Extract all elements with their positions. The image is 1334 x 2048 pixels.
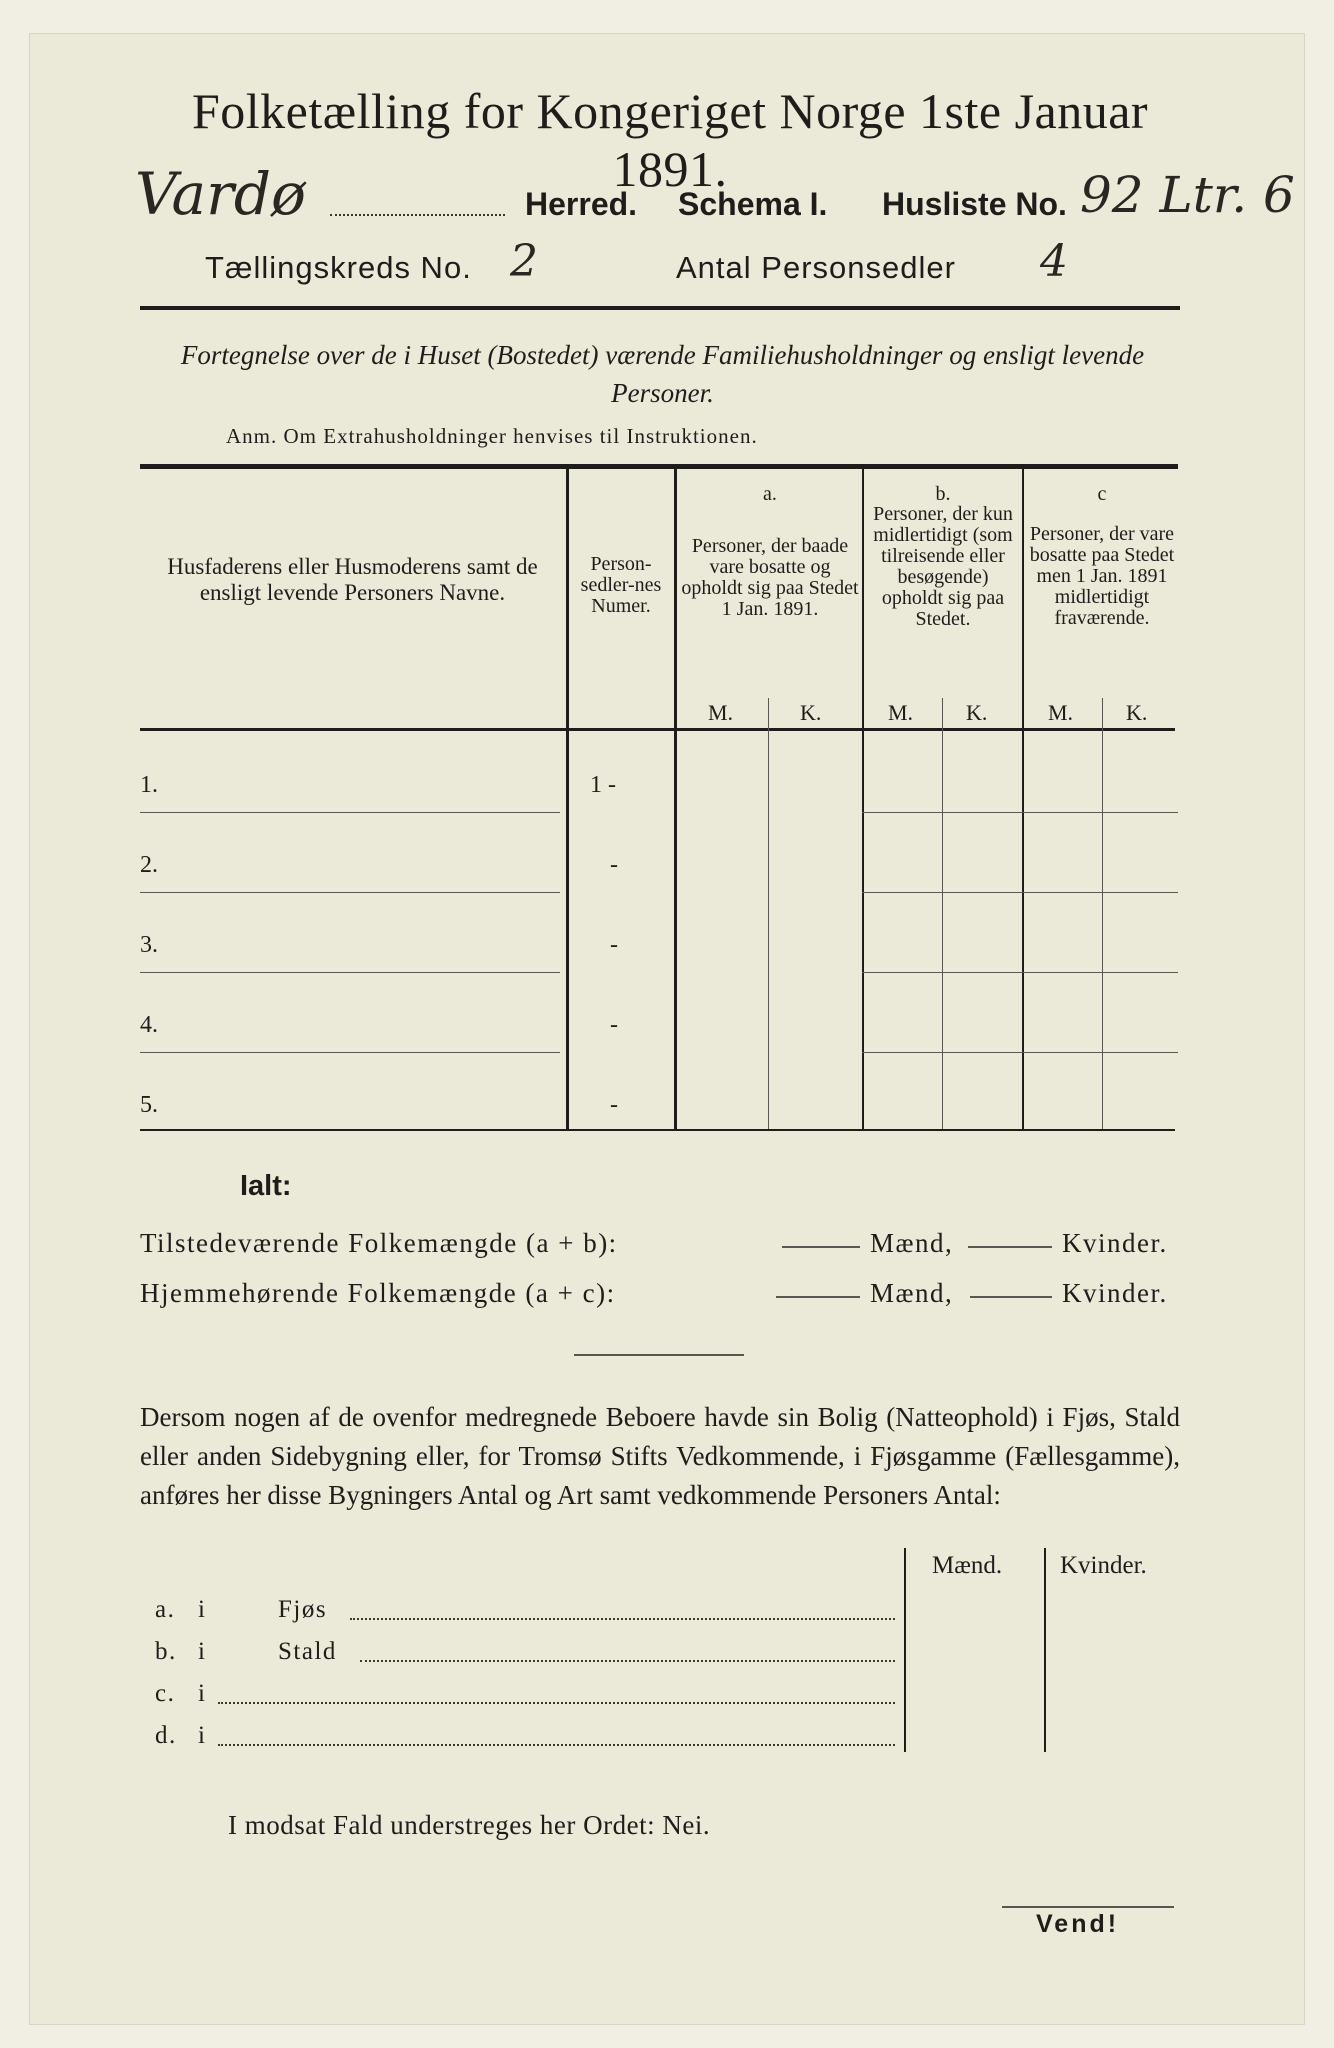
building-row-dots [350, 1618, 895, 1620]
hjemme-maend-blank [776, 1296, 860, 1298]
modsat-text: I modsat Fald understreges her Ordet: Nei. [228, 1810, 711, 1840]
vend-rule [1002, 1906, 1174, 1908]
antal-label: Antal Personsedler [676, 250, 956, 285]
col-header-c: Personer, der vare bosatte paa Stedet men 1 Jan. 1891 midlertidigt fraværende. [1029, 523, 1175, 629]
table-divider [674, 469, 677, 1129]
building-maend-header: Mænd. [932, 1552, 1003, 1579]
hjemme-label: Hjemmehørende Folkemængde (a + c): [140, 1278, 616, 1308]
building-row-name: Fjøs [278, 1596, 328, 1623]
table-divider [1102, 698, 1103, 1129]
tilstede-kvinder-blank [968, 1246, 1052, 1248]
building-row-letter: c. [155, 1680, 176, 1707]
tilstede-maend: Mænd, [870, 1228, 954, 1258]
row-line [862, 812, 1178, 813]
tilstede-maend-blank [782, 1246, 860, 1248]
building-row-dots [218, 1744, 895, 1746]
building-row-name: Stald [278, 1638, 337, 1665]
section-divider [574, 1354, 744, 1356]
row-line [862, 892, 1178, 893]
schema-label: Schema I. [678, 186, 828, 222]
tilstede-label: Tilstedeværende Folkemængde (a + b): [140, 1228, 618, 1258]
building-row-letter: a. [155, 1596, 176, 1623]
row-numer: - [610, 1012, 618, 1038]
building-row-letter: b. [155, 1638, 177, 1665]
header-rule [140, 306, 1180, 310]
table-divider [1022, 469, 1024, 1129]
table-bottom-rule [140, 1129, 1175, 1131]
col-b-letter: b. [935, 483, 951, 505]
col-a-k: K. [800, 700, 822, 725]
census-form-page [30, 34, 1304, 2024]
vend-label: Vend! [1036, 1910, 1120, 1938]
row-number: 5. [140, 1092, 158, 1118]
building-kvinder-header: Kvinder. [1060, 1552, 1147, 1579]
table-header-rule [140, 728, 1175, 731]
row-number: 1. [140, 772, 158, 798]
hjemme-kvinder-blank [970, 1296, 1052, 1298]
anm-note: Anm. Om Extrahusholdninger henvises til Instruktionen. [226, 424, 758, 448]
row-line [862, 972, 1178, 973]
col-header-a: Personer, der baade vare bosatte og opholdt sig paa Stedet 1 Jan. 1891. [681, 535, 859, 620]
col-a-m: M. [708, 700, 734, 725]
antal-value: 4 [1040, 236, 1068, 287]
row-number: 3. [140, 932, 158, 958]
place-dotted-line [330, 214, 505, 216]
col-header-numer: Person-sedler-nes Numer. [580, 553, 662, 617]
husliste-label: Husliste No. [882, 186, 1067, 222]
building-divider [1044, 1548, 1046, 1752]
row-numer: - [610, 1092, 618, 1118]
col-b-k: K. [966, 700, 988, 725]
row-line [140, 892, 560, 893]
row-line [140, 1052, 560, 1053]
row-numer: - [610, 932, 618, 958]
outbuilding-paragraph: Dersom nogen af de ovenfor medregnede Beboere havde sin Bolig (Natteophold) i Fjøs, Stald eller anden Sidebygning eller, for Tromsø Stifts Vedkommende, i Fjøsgamme (Fællesgamme), anføres her disse Bygningers Antal og Art samt vedkommende Personers Antal: [140, 1402, 1180, 1510]
row-number: 4. [140, 1012, 158, 1038]
form-title: Folketælling for Kongeriget Norge 1ste Januar 1891. [191, 83, 1149, 197]
tilstede-kvinder: Kvinder. [1062, 1228, 1168, 1258]
herred-label: Herred. [525, 186, 638, 222]
row-numer: - [610, 852, 618, 878]
row-number: 2. [140, 852, 158, 878]
hjemme-kvinder: Kvinder. [1062, 1278, 1168, 1308]
building-row-letter: d. [155, 1722, 177, 1749]
intro-text: Fortegnelse over de i Huset (Bostedet) værende Familiehusholdninger og ensligt levende Personer. [180, 340, 1145, 408]
building-row-prefix: i [198, 1638, 207, 1665]
building-row-prefix: i [198, 1680, 207, 1707]
husliste-value: 92 Ltr. 6 [1080, 166, 1295, 224]
hjemme-maend: Mænd, [870, 1278, 954, 1308]
kreds-label: Tællingskreds No. [205, 250, 472, 285]
building-row-dots [360, 1660, 895, 1662]
row-line [140, 812, 560, 813]
col-header-names: Husfaderens eller Husmoderens samt de ensligt levende Personers Navne. [167, 554, 538, 605]
col-c-letter: c [1097, 483, 1107, 505]
kreds-value: 2 [510, 236, 538, 287]
table-divider [862, 469, 864, 1129]
col-a-letter: a. [763, 483, 777, 505]
table-divider [566, 469, 569, 1129]
place-handwritten: Vardø [135, 160, 306, 228]
col-header-b: Personer, der kun midlertidigt (som tilreisende eller besøgende) opholdt sig paa Stedet. [873, 503, 1013, 630]
table-divider [768, 698, 769, 1129]
table-divider [942, 698, 943, 1129]
col-b-m: M. [888, 700, 914, 725]
row-line [862, 1052, 1178, 1053]
ialt-label: Ialt: [240, 1170, 292, 1202]
col-c-m: M. [1048, 700, 1074, 725]
building-divider [904, 1548, 906, 1752]
building-row-dots [218, 1702, 895, 1704]
building-row-prefix: i [198, 1596, 207, 1623]
row-numer: 1 - [590, 772, 616, 798]
col-c-k: K. [1126, 700, 1148, 725]
row-line [140, 972, 560, 973]
building-row-prefix: i [198, 1722, 207, 1749]
